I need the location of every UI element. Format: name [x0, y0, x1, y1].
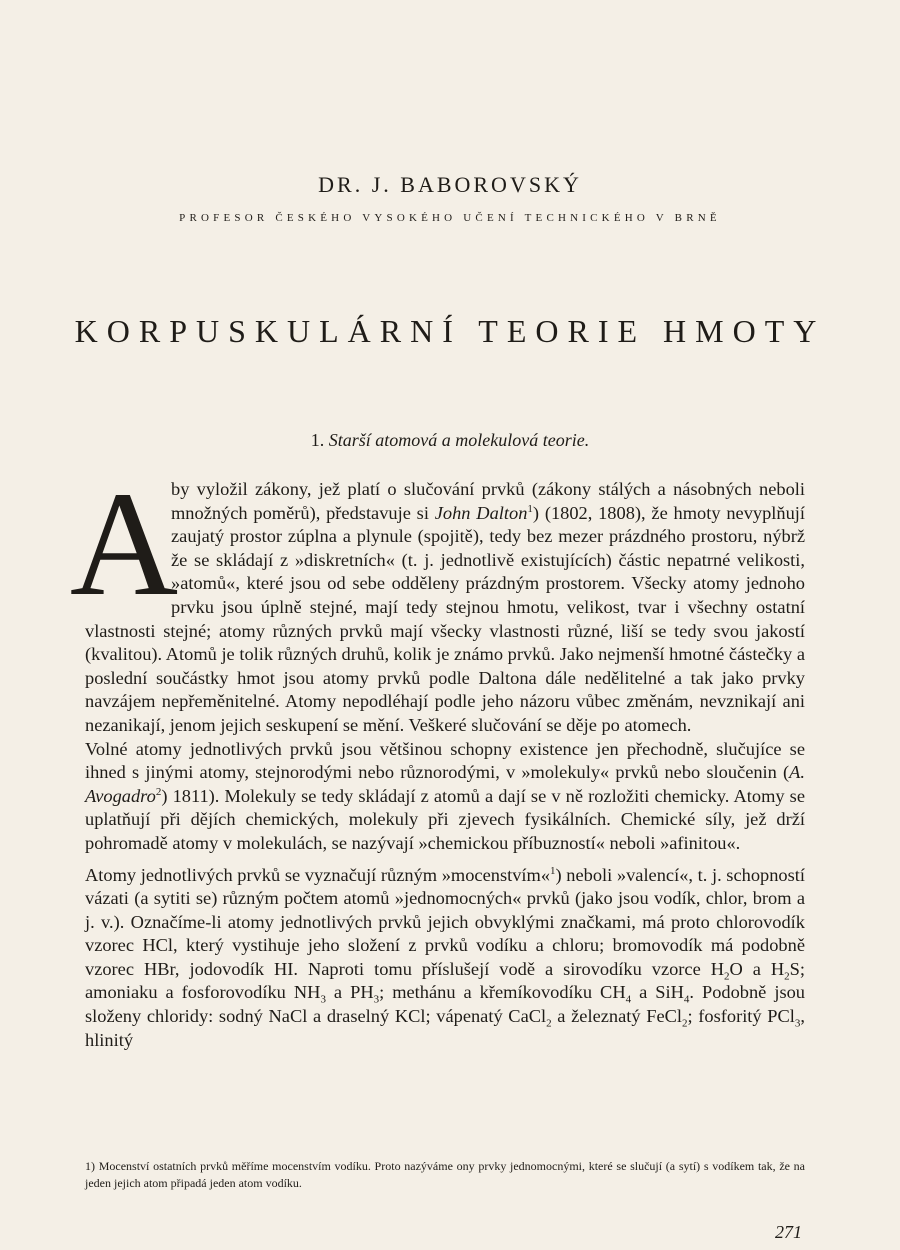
- p3-text-5: a PH: [325, 982, 374, 1003]
- p3-sub: 2: [682, 1017, 688, 1030]
- p3-text-6: ; methánu a křemíkovodíku CH: [379, 982, 626, 1003]
- section-heading: [0, 430, 900, 451]
- p3-sub: 2: [784, 970, 790, 983]
- article-title: KORPUSKULÁRNÍ TEORIE HMOTY: [74, 313, 826, 349]
- article-body: [69, 461, 806, 1052]
- p2-text-2: ) 1811). Molekuly se tedy skládají z atomů a dají se v ně rozložiti chemicky. Atomy se uplatňují při dějích chemických, molekuly při zjevech fysikálních. Chemické síly, jež drží pohromadě atomy v molekulách, se nazývají »chemickou příbuzností« neboli »afinitou«.: [85, 785, 805, 853]
- p3-sub: 2: [546, 1017, 552, 1030]
- footnote-mark: 1): [85, 1159, 95, 1173]
- p3-sub: 3: [794, 1017, 801, 1030]
- footnote-text: Mocenství ostatních prvků měříme mocenstvím vodíku. Proto nazýváme ony prvky jednomocnými, které se slučují (a sytí) s vodíkem tak, že na jeden jejich atom připadá jeden atom vodíku.: [85, 1159, 805, 1190]
- p1-dalton: John Dalton: [434, 502, 528, 523]
- paragraph-2: [85, 738, 805, 856]
- p3-sub: 2: [724, 970, 730, 983]
- paragraph-1: [85, 478, 805, 738]
- section-title: Starší atomová a molekulová teorie.: [328, 430, 590, 450]
- page-number: 271: [775, 1222, 802, 1242]
- p3-text-3: O a H: [729, 958, 785, 979]
- p3-sub: 4: [625, 994, 632, 1007]
- author-name: DR. J. BABOROVSKÝ: [318, 172, 582, 197]
- p3-text-10: ; fosforitý PCl: [687, 1006, 795, 1027]
- p2-footnote-ref: 2: [155, 785, 162, 798]
- p3-text-9: a železnatý FeCl: [551, 1006, 682, 1027]
- p3-text-11: , hlinitý: [85, 1006, 805, 1050]
- p3-text-8: . Podobně jsou složeny chloridy: sodný NaCl a draselný KCl; vápenatý CaCl: [85, 982, 805, 1027]
- p3-text-4: S; amoniaku a fosforovodíku NH: [85, 958, 805, 1003]
- drop-cap: [69, 461, 179, 627]
- drop-cap-letter: A: [69, 461, 179, 627]
- footnote: [85, 1158, 805, 1192]
- p1-text-2: ) (1802, 1808), že hmoty nevyplňují zaujatý prostor zúplna a plynule (spojitě), tedy bez mezer prázdného prostoru, nýbrž že se skládají z »diskretních« (t. j. jednotlivě existujících) částic nepatrné velikosti, »atomů«, které jsou od sebe odděleny prázdným prostorem. Všecky atomy jednoho prvku jsou úplně stejné, mají tedy stejnou hmotu, velikost, tvar i všechny ostatní vlastnosti stejné; atomy různých prvků mají všecky vlastnosti různé, liší se tedy svou jakostí (kvalitou). Atomů je tolik různých druhů, kolik je známo prvků. Jako nejmenší hmotné částečky a poslední součástky hmot jsou atomy prvků podle Daltona dále nedělitelné a tak jako prvky navzájem nepřeměnitelné. Atomy nepodléhají podle jeho názoru vůbec změnám, nevznikají ani nezanikají, jenom jejich seskupení se mění. Veškeré slučování se děje po atomech.: [85, 502, 806, 735]
- p3-text-7: a SiH: [631, 982, 684, 1003]
- p3-footnote-ref: 1: [550, 864, 556, 877]
- p1-footnote-ref: 1: [527, 502, 533, 515]
- p3-sub: 3: [320, 994, 326, 1007]
- p3-sub: 3: [373, 994, 380, 1007]
- author-affiliation: PROFESOR ČESKÉHO VYSOKÉHO UČENÍ TECHNICKÉHO V BRNĚ: [179, 212, 721, 224]
- p1-text-1: by vyložil zákony, jež platí o slučování prvků (zákony stálých a násobných neboli množných poměrů), představuje si: [171, 479, 805, 523]
- p3-sub: 4: [683, 994, 690, 1007]
- section-number: 1.: [310, 430, 325, 450]
- p3-text-2: ) neboli »valencí«, t. j. schopností vázati (a sytiti se) různým počtem atomů »jednomocných« prvků (jako jsou vodík, chlor, brom a j. v.). Označíme-li atomy jednotlivých prvků jejich obvyklými značkami, má proto chlorovodík vzorec HCl, který vystihuje jeho složení z prvků vodíku a chloru; bromovodík má podobně vzorec HBr, jodovodík HI. Naproti tomu příslušejí vodě a sirovodíku vzorce H: [85, 864, 805, 979]
- p2-text-1: Volné atomy jednotlivých prvků jsou většinou schopny existence jen přechodně, slučujíce se ihned s jinými atomy, stejnorodými nebo různorodými, v »molekuly« prvků nebo sloučenin (: [85, 738, 805, 783]
- p3-text-1: Atomy jednotlivých prvků se vyznačují různým »mocenstvím«: [85, 864, 551, 885]
- paragraph-3: [85, 864, 805, 1053]
- p2-avogadro: A. Avogadro: [85, 762, 805, 806]
